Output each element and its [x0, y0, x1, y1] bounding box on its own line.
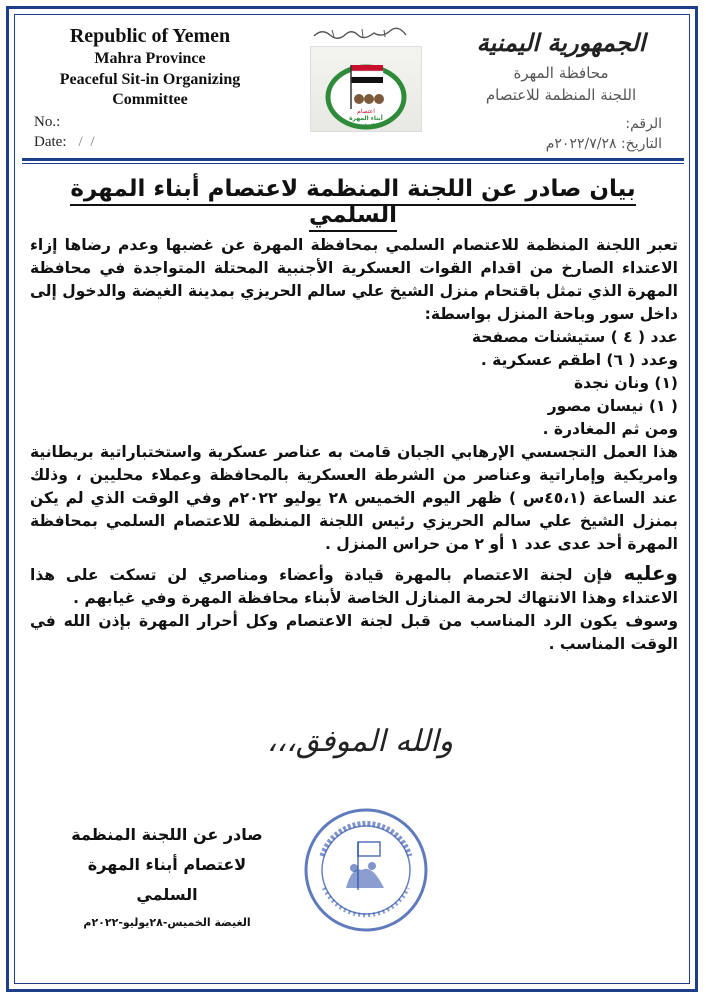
header-divider: [22, 158, 684, 161]
logo-text-1: اعتصام: [357, 108, 375, 115]
header-english: [30, 24, 270, 110]
signature-block: [56, 820, 278, 936]
ar-date-value: ٢٠٢٢/٧/٢٨م: [545, 136, 617, 152]
paragraph-3-text: فإن لجنة الاعتصام بالمهرة قيادة وأعضاء ومناصري لن تسكت على هذا الاعتداء وهذا الانتهاك لحرمة المنازل الخاصة لأبناء محافظة المهرة وفي غيابهم .: [30, 566, 678, 607]
logo-text-2: أبناء المهرة: [349, 115, 383, 122]
signature-line-1: صادر عن اللجنة المنظمة: [71, 825, 263, 844]
official-stamp-icon: [300, 804, 432, 936]
header-committee-line2: Committee: [112, 91, 188, 108]
sit-in-logo: [310, 46, 422, 132]
paragraph-2: هذا العمل التجسسي الإرهابي الجبان قامت به عناصر عسكرية واستختباراتية بريطانية وامريكية وإماراتية وعناصر من الشرطة العسكرية بالمحافظة وعملاء محليين ، وذلك عند الساعة (٤٥،١س ) ظهر اليوم الخميس ٢٨ يوليو ٢٠٢٢م وفي الوقت الذي لم يكن بمنزل الشيخ علي سالم الحريزي رئيس اللجنة المنظمة للاعتصام السلمي بمحافظة المهرة أحد عدى عدد ١ أو ٢ من حراس المنزل .: [30, 443, 678, 553]
ar-ref-label: الرقم:: [625, 116, 662, 132]
statement-title: [70, 176, 636, 228]
header-province: Mahra Province: [94, 50, 206, 67]
date-field: [34, 134, 97, 151]
no-field: [34, 114, 60, 131]
header-ar-country: الجمهورية اليمنية: [476, 28, 646, 57]
ar-date-field: [546, 136, 662, 152]
paragraph-4: وسوف يكون الرد المناسب من قبل لجنة الاعتصام وكل أحرار المهرة بإذن الله في الوقت المناسب .: [30, 612, 678, 653]
statement-title-text: بيان صادر عن اللجنة المنظمة لاعتصام أبناء المهرة السلمي: [70, 176, 635, 232]
logo-text-3: السلمي: [357, 123, 375, 129]
paragraph-3-lead: وعليه: [623, 561, 678, 585]
signature-line-2: لاعتصام أبناء المهرة السلمي: [87, 855, 247, 904]
vehicle-line-3: (١) ونان نجدة: [573, 374, 678, 392]
header-ar-committee: اللجنة المنظمة للاعتصام: [485, 86, 637, 104]
date-value: / /: [78, 134, 97, 150]
header-country: Republic of Yemen: [69, 25, 231, 47]
signature-date: الغيضة الخميس-٢٨يوليو-٢٠٢٢م: [83, 916, 251, 929]
vehicle-line-4: ( ١) نيسان مصور: [547, 397, 678, 415]
statement-body: [30, 234, 678, 656]
paragraph-1: تعبر اللجنة المنظمة للاعتصام السلمي بمحافظة المهرة عن غضبها وعدم رضاها إزاء الاعتداء الصارخ من اقدام القوات العسكرية الأجنبية المحتلة المتواجدة في محافظة المهرة الذي تمثل باقتحام منزل الشيخ علي سالم الحريزي بمدينة الغيضة والدخول إلى داخل سور وباحة المنزل بواسطة:: [30, 236, 678, 323]
ar-ref-field: [625, 116, 662, 132]
no-label: No.:: [34, 114, 61, 130]
header-divider-thin: [22, 163, 684, 164]
vehicle-line-1: عدد ( ٤ ) ستيشنات مصفحة: [471, 328, 678, 346]
ar-date-label: التاريخ:: [620, 136, 662, 152]
header-committee-line1: Peaceful Sit-in Organizing: [59, 71, 241, 88]
vehicle-line-2: وعدد ( ٦) اطقم عسكرية .: [480, 351, 678, 369]
header-ar-province: محافظة المهرة: [513, 64, 609, 82]
paragraph-3: [30, 562, 678, 610]
basmala-calligraphy-icon: [312, 26, 408, 40]
closing-phrase: والله الموفق،،،: [266, 724, 454, 759]
date-label: Date:: [34, 134, 67, 150]
vehicle-line-5: ومن ثم المغادرة .: [542, 420, 678, 438]
header-arabic: [456, 24, 666, 106]
